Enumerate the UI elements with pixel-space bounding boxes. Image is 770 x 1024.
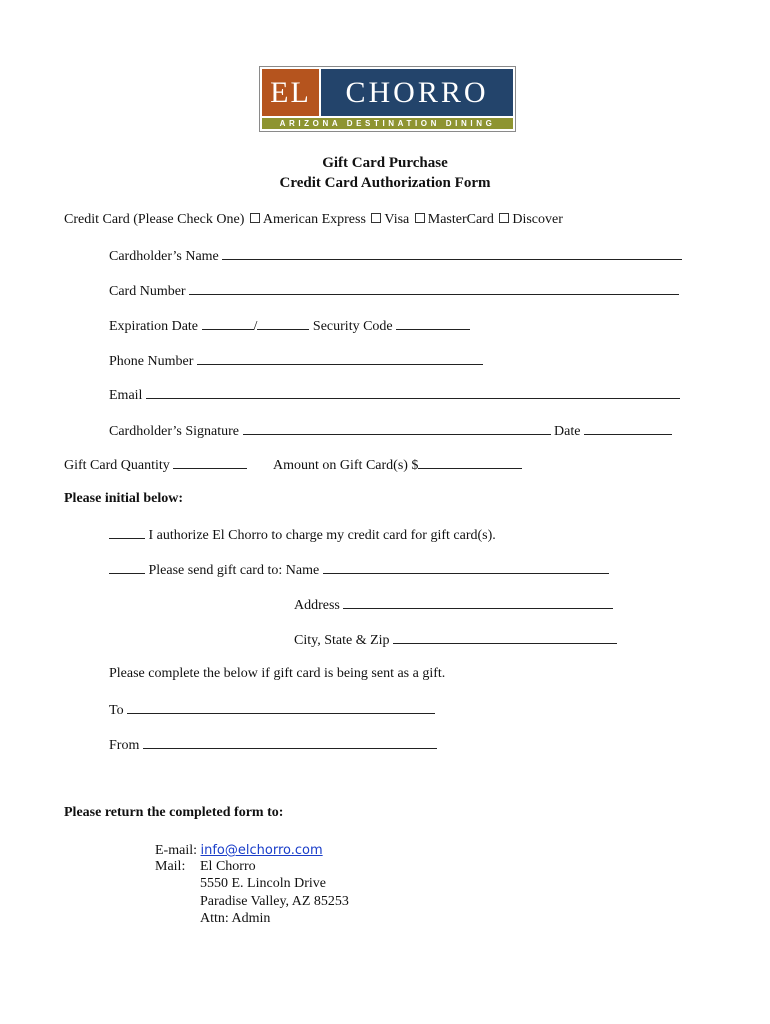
card-number-label: Card Number xyxy=(109,284,186,299)
cardholder-name-row xyxy=(109,247,682,265)
return-address-line-1: El Chorro xyxy=(200,859,256,874)
city-state-zip-label: City, State & Zip xyxy=(294,633,390,648)
return-email-row xyxy=(155,843,323,859)
to-field[interactable] xyxy=(127,701,435,714)
signature-row xyxy=(109,422,672,440)
return-mail-label: Mail: xyxy=(155,859,186,874)
phone-number-field[interactable] xyxy=(197,352,483,365)
mastercard-label: MasterCard xyxy=(427,212,494,227)
send-to-row xyxy=(109,561,609,579)
credit-card-type-row xyxy=(64,212,563,228)
visa-label: Visa xyxy=(384,212,410,227)
authorize-initial-field[interactable] xyxy=(109,526,145,539)
discover-label: Discover xyxy=(512,212,563,227)
cardholder-name-label: Cardholder’s Name xyxy=(109,249,219,264)
date-field[interactable] xyxy=(584,422,672,435)
authorize-text: I authorize El Chorro to charge my credit card for gift card(s). xyxy=(148,528,496,543)
expiration-separator: / xyxy=(253,319,258,334)
to-label: To xyxy=(109,703,124,718)
logo-chorro-block: CHORRO xyxy=(321,69,513,116)
expiration-date-label: Expiration Date xyxy=(109,319,199,334)
initial-heading: Please initial below: xyxy=(64,491,183,506)
send-to-name-label: Please send gift card to: Name xyxy=(148,563,320,578)
logo-tagline: ARIZONA DESTINATION DINING xyxy=(262,118,513,129)
cardholder-name-field[interactable] xyxy=(222,247,682,260)
discover-checkbox[interactable] xyxy=(499,213,509,223)
address-label: Address xyxy=(294,598,340,613)
signature-label: Cardholder’s Signature xyxy=(109,424,239,439)
expiration-year-field[interactable] xyxy=(257,317,309,330)
credit-card-label: Credit Card (Please Check One) xyxy=(64,212,245,227)
email-row xyxy=(109,386,680,404)
return-address-line-3: Paradise Valley, AZ 85253 xyxy=(200,894,349,909)
return-email-link[interactable]: info@elchorro.com xyxy=(200,843,323,858)
gift-card-quantity-label: Gift Card Quantity xyxy=(64,458,170,473)
authorize-row xyxy=(109,526,496,544)
security-code-field[interactable] xyxy=(396,317,470,330)
city-state-zip-row xyxy=(294,631,617,649)
amount-field[interactable] xyxy=(418,456,522,469)
expiration-row xyxy=(109,317,470,335)
card-number-field[interactable] xyxy=(189,282,679,295)
amex-label: American Express xyxy=(262,212,366,227)
email-label: Email xyxy=(109,388,143,403)
signature-field[interactable] xyxy=(243,422,551,435)
return-email-label: E-mail: xyxy=(155,843,197,858)
return-address-line-2: 5550 E. Lincoln Drive xyxy=(200,876,326,891)
form-title-line2: Credit Card Authorization Form xyxy=(279,175,491,191)
from-label: From xyxy=(109,738,140,753)
return-heading: Please return the completed form to: xyxy=(64,805,284,820)
to-row xyxy=(109,701,435,719)
phone-number-row xyxy=(109,352,483,370)
expiration-month-field[interactable] xyxy=(202,317,254,330)
from-row xyxy=(109,736,437,754)
mastercard-checkbox[interactable] xyxy=(415,213,425,223)
return-address-line-4: Attn: Admin xyxy=(200,911,271,926)
send-to-name-field[interactable] xyxy=(323,561,609,574)
date-label: Date xyxy=(554,424,581,439)
amount-label: Amount on Gift Card(s) $ xyxy=(273,458,419,473)
email-field[interactable] xyxy=(146,386,680,399)
address-field[interactable] xyxy=(343,596,613,609)
card-number-row xyxy=(109,282,679,300)
security-code-label: Security Code xyxy=(312,319,393,334)
logo-el-block: EL xyxy=(262,69,319,116)
amount-row xyxy=(273,456,522,474)
send-to-initial-field[interactable] xyxy=(109,561,145,574)
gift-note: Please complete the below if gift card is being sent as a gift. xyxy=(109,666,446,681)
address-row xyxy=(294,596,613,614)
phone-number-label: Phone Number xyxy=(109,354,194,369)
visa-checkbox[interactable] xyxy=(371,213,381,223)
from-field[interactable] xyxy=(143,736,437,749)
gift-card-quantity-field[interactable] xyxy=(173,456,247,469)
amex-checkbox[interactable] xyxy=(250,213,260,223)
city-state-zip-field[interactable] xyxy=(393,631,617,644)
form-title-line1: Gift Card Purchase xyxy=(322,155,448,171)
el-chorro-logo xyxy=(259,66,516,132)
gift-card-quantity-row xyxy=(64,456,247,474)
